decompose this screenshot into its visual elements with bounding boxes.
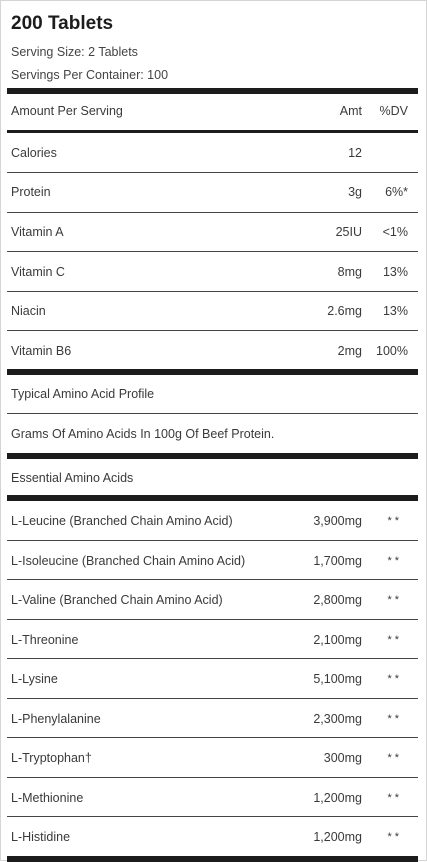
nutrient-row-calories — [11, 146, 408, 166]
amino-row-phenylalanine — [11, 712, 408, 732]
grams-note-label: Grams Of Amino Acids In 100g Of Beef Protein. — [11, 427, 275, 441]
amino-row-methionine — [11, 791, 408, 811]
typical-amino-profile-row — [11, 387, 408, 407]
amino-row-histidine — [11, 830, 408, 850]
amino-name: L-Valine (Branched Chain Amino Acid) — [11, 593, 223, 607]
nutrient-name: Vitamin B6 — [11, 344, 72, 358]
nutrient-dv: 100% — [376, 344, 408, 358]
divider-thin — [7, 413, 418, 414]
typical-amino-profile-label: Typical Amino Acid Profile — [11, 387, 155, 401]
divider-medium — [7, 130, 418, 133]
amino-row-tryptophan — [11, 751, 408, 771]
divider-thick — [7, 495, 418, 501]
nutrient-amount: 25IU — [335, 225, 362, 239]
nutrient-amount: 2.6mg — [327, 304, 362, 318]
amino-name: L-Lysine — [11, 672, 58, 686]
amount-per-serving-label: Amount Per Serving — [11, 104, 123, 118]
nutrient-name: Niacin — [11, 304, 46, 318]
amino-amount: 2,800mg — [313, 593, 362, 607]
amino-amount: 5,100mg — [313, 672, 362, 686]
nutrient-name: Vitamin A — [11, 225, 64, 239]
divider-thin — [7, 579, 418, 580]
nutrient-amount: 8mg — [337, 265, 362, 279]
nutrient-row-niacin — [11, 304, 408, 324]
amino-amount: 1,200mg — [313, 791, 362, 805]
nutrient-row-vitamin-c — [11, 265, 408, 285]
amino-row-isoleucine — [11, 554, 408, 574]
column-header-row — [11, 104, 408, 124]
divider-thin — [7, 212, 418, 213]
nutrient-row-vitamin-a — [11, 225, 408, 245]
nutrient-dv: 13% — [382, 265, 408, 279]
divider-thick — [7, 88, 418, 94]
divider-thin — [7, 540, 418, 541]
amino-name: L-Threonine — [11, 633, 79, 647]
amino-row-threonine — [11, 633, 408, 653]
divider-thin — [7, 251, 418, 252]
essential-amino-heading-row — [11, 471, 408, 491]
nutrient-dv: <1% — [382, 225, 408, 239]
amino-row-leucine — [11, 514, 408, 534]
amt-header: Amt — [339, 104, 362, 118]
divider-thin — [7, 777, 418, 778]
divider-thin — [7, 737, 418, 738]
dv-header: %DV — [379, 104, 408, 118]
amino-amount: 2,300mg — [313, 712, 362, 726]
divider-thin — [7, 291, 418, 292]
serving-size: Serving Size: 2 Tablets — [11, 45, 138, 59]
nutrient-amount: 3g — [348, 185, 362, 199]
nutrient-amount: 2mg — [337, 344, 362, 358]
amino-name: L-Leucine (Branched Chain Amino Acid) — [11, 514, 233, 528]
divider-thick — [7, 453, 418, 459]
divider-thin — [7, 619, 418, 620]
amino-dv: ** — [387, 515, 402, 527]
amino-dv: ** — [387, 555, 402, 567]
amino-name: L-Phenylalanine — [11, 712, 101, 726]
divider-thin — [7, 816, 418, 817]
servings-per-container: Servings Per Container: 100 — [11, 68, 169, 82]
amino-name: L-Methionine — [11, 791, 84, 805]
amino-dv: ** — [387, 752, 402, 764]
divider-thin — [7, 658, 418, 659]
amino-row-lysine — [11, 672, 408, 692]
amino-amount: 300mg — [323, 751, 362, 765]
amino-dv: ** — [387, 713, 402, 725]
amino-dv: ** — [387, 831, 402, 843]
nutrient-name: Vitamin C — [11, 265, 65, 279]
divider-thin — [7, 330, 418, 331]
amino-name: L-Isoleucine (Branched Chain Amino Acid) — [11, 554, 246, 568]
product-title: 200 Tablets — [11, 13, 114, 34]
amino-amount: 3,900mg — [313, 514, 362, 528]
nutrient-row-protein — [11, 185, 408, 205]
amino-dv: ** — [387, 673, 402, 685]
nutrient-dv: 6%* — [385, 185, 408, 199]
divider-thick — [7, 856, 418, 862]
amino-dv: ** — [387, 792, 402, 804]
amino-name: L-Histidine — [11, 830, 71, 844]
amino-row-valine — [11, 593, 408, 613]
amino-dv: ** — [387, 634, 402, 646]
grams-note-row — [11, 427, 408, 447]
amino-dv: ** — [387, 594, 402, 606]
nutrient-row-vitamin-b6 — [11, 344, 408, 364]
nutrient-name: Protein — [11, 185, 51, 199]
nutrient-dv: 13% — [382, 304, 408, 318]
nutrient-amount: 12 — [348, 146, 362, 160]
amino-name: L-Tryptophan† — [11, 751, 92, 765]
divider-thick — [7, 369, 418, 375]
divider-thin — [7, 698, 418, 699]
amino-amount: 1,700mg — [313, 554, 362, 568]
amino-amount: 2,100mg — [313, 633, 362, 647]
essential-amino-heading: Essential Amino Acids — [11, 471, 134, 485]
amino-amount: 1,200mg — [313, 830, 362, 844]
nutrient-name: Calories — [11, 146, 57, 160]
divider-thin — [7, 172, 418, 173]
